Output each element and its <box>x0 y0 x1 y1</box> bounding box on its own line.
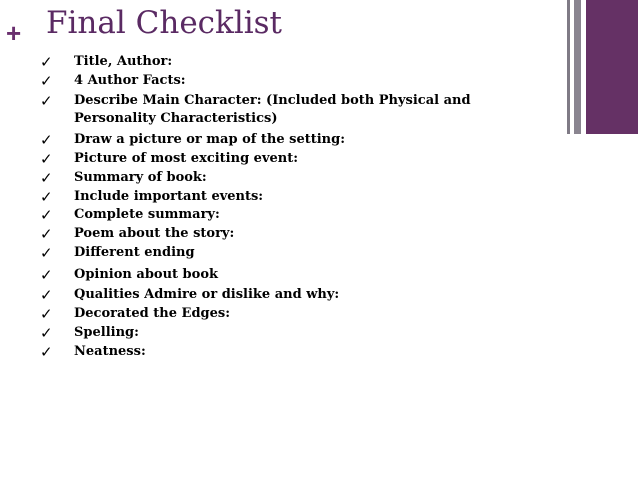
checkmark-icon: ✓ <box>40 305 53 323</box>
checklist-item-text: Different ending <box>74 245 195 260</box>
checkmark-icon: ✓ <box>40 92 53 110</box>
checklist-item-text: Summary of book: <box>74 170 207 185</box>
checklist-item-text: 4 Author Facts: <box>74 73 186 88</box>
checkmark-icon: ✓ <box>40 343 53 361</box>
checkmark-icon: ✓ <box>40 244 53 262</box>
checklist-item-text: Title, Author: <box>74 54 173 69</box>
checkmark-icon: ✓ <box>40 225 53 243</box>
checklist-item-text: Neatness: <box>74 344 146 359</box>
checkmark-icon: ✓ <box>40 266 53 284</box>
slide-title: Final Checklist <box>46 5 283 41</box>
checklist-item-text: Spelling: <box>74 325 139 340</box>
checklist-item-text: Complete summary: <box>74 207 220 222</box>
checklist-item-text: Include important events: <box>74 189 264 204</box>
decorative-bar-medium <box>574 0 581 134</box>
checklist-item-text: Describe Main Character: (Included both Physical and Personality Characteristics) <box>74 93 471 126</box>
checkmark-icon: ✓ <box>40 131 53 149</box>
plus-icon: + <box>6 18 22 48</box>
checklist-item-text: Picture of most exciting event: <box>74 151 299 166</box>
checklist-item-text: Opinion about book <box>74 267 218 282</box>
checkmark-icon: ✓ <box>40 206 53 224</box>
checklist-item-text: Decorated the Edges: <box>74 306 231 321</box>
checkmark-icon: ✓ <box>40 169 53 187</box>
checkmark-icon: ✓ <box>40 286 53 304</box>
checklist-item-text: Draw a picture or map of the setting: <box>74 132 346 147</box>
checkmark-icon: ✓ <box>40 53 53 71</box>
checklist-item-text: Qualities Admire or dislike and why: <box>74 287 340 302</box>
checkmark-icon: ✓ <box>40 72 53 90</box>
checkmark-icon: ✓ <box>40 150 53 168</box>
decorative-bar-thin <box>567 0 570 134</box>
checkmark-icon: ✓ <box>40 188 53 206</box>
decorative-bar-accent <box>586 0 638 134</box>
checkmark-icon: ✓ <box>40 324 53 342</box>
checklist-item-text: Poem about the story: <box>74 226 235 241</box>
